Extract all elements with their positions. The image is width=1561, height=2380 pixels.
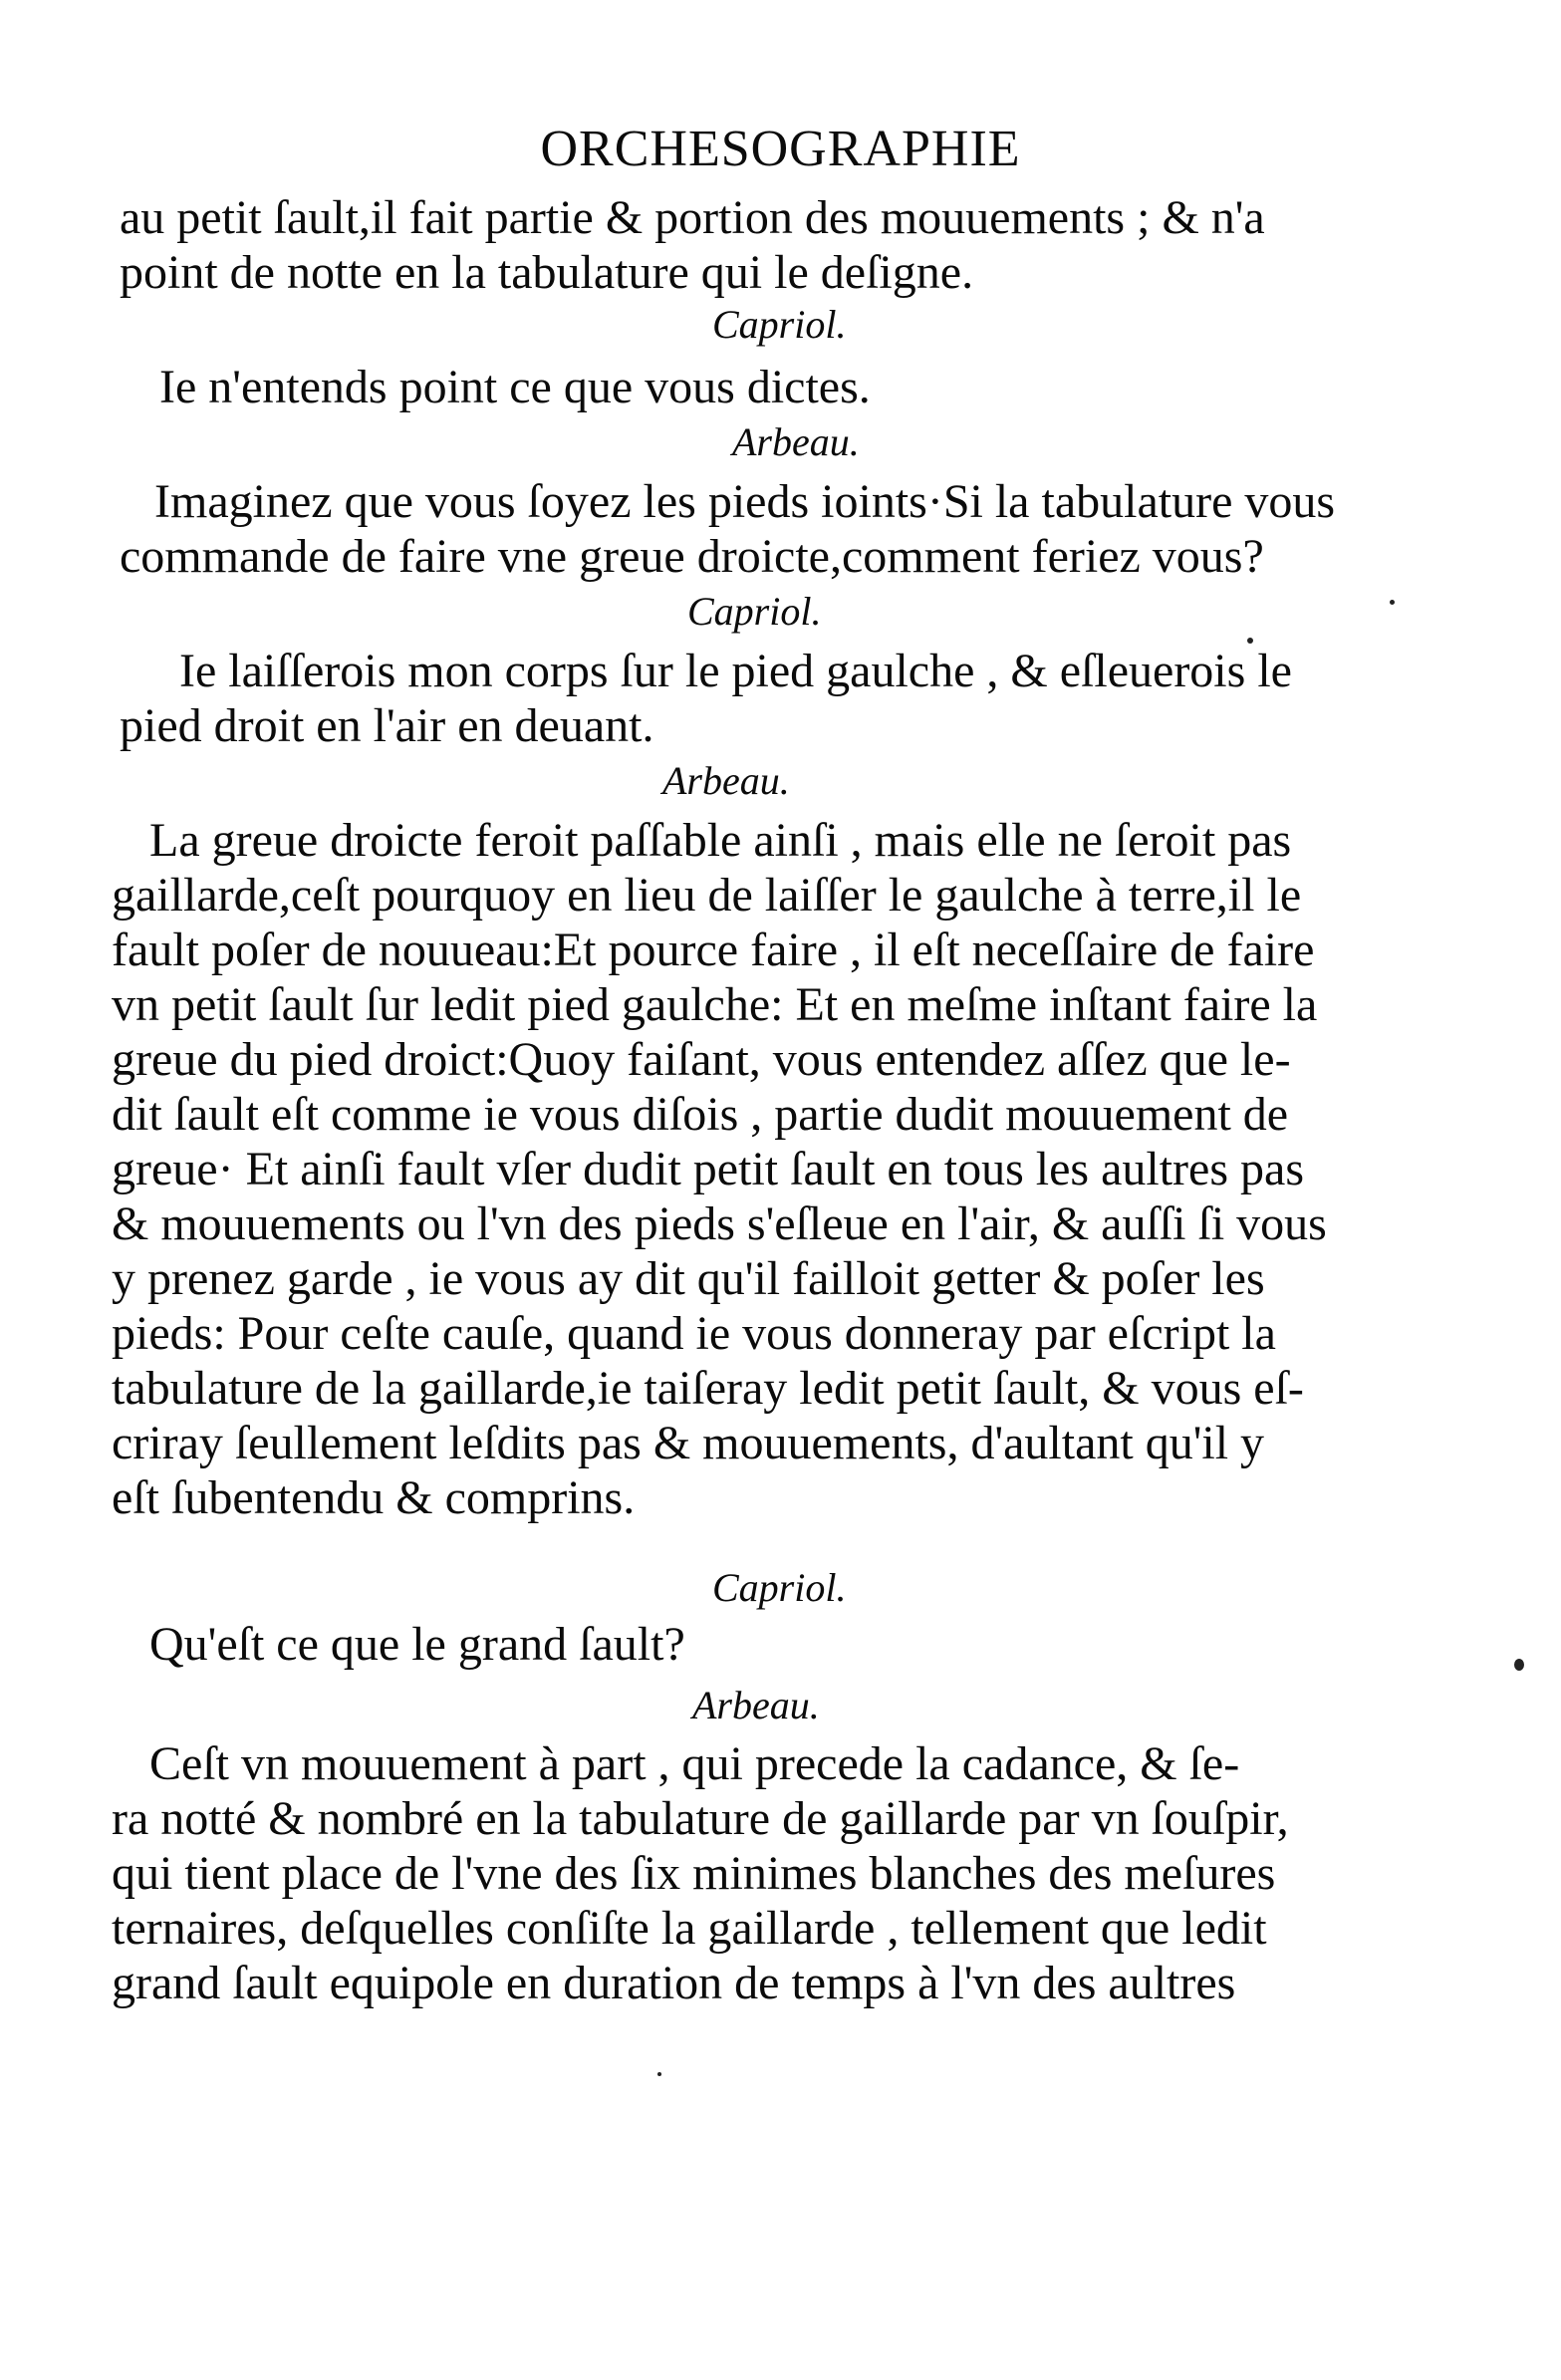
text-line: greue du pied droict:Quoy faiſant, vous entendez aſſez que le- [112, 1033, 1291, 1086]
speaker-label: Capriol. [712, 1565, 847, 1610]
text-line: ra notté & nombré en la tabulature de gaillarde par vn ſouſpir, [112, 1792, 1289, 1845]
text-line: y prenez garde , ie vous ay dit qu'il failloit getter & poſer les [112, 1252, 1265, 1305]
speaker-label: Arbeau. [662, 758, 790, 803]
text-line: qui tient place de l'vne des ſix minimes blanches des meſures [112, 1847, 1276, 1900]
text-line: criray ſeullement leſdits pas & mouuements, d'aultant qu'il y [112, 1417, 1265, 1469]
running-head: ORCHESOGRAPHIE [540, 121, 1021, 177]
text-line: Imaginez que vous ſoyez les pieds ioints·Si la tabulature vous [154, 475, 1336, 528]
speaker-label: Arbeau. [732, 419, 860, 464]
text-line: & mouuements ou l'vn des pieds s'eſleue en l'air, & auſſi ſi vous [112, 1197, 1327, 1250]
speaker-label: Capriol. [687, 589, 822, 634]
ink-speck [1390, 600, 1395, 605]
text-line: point de notte en la tabulature qui le deſigne. [120, 246, 974, 299]
text-line: Ie laiſſerois mon corps ſur le pied gaulche , & eſleuerois le [179, 645, 1292, 697]
text-line: au petit ſault,il fait partie & portion des mouuements ; & n'a [120, 191, 1265, 244]
text-line: commande de faire vne greue droicte,comment feriez vous? [120, 530, 1264, 583]
text-line: pied droit en l'air en deuant. [120, 699, 654, 752]
ink-speck [1514, 1659, 1524, 1671]
text-line: dit ſault eſt comme ie vous diſois , partie dudit mouuement de [112, 1088, 1289, 1141]
text-line: Ie n'entends point ce que vous dictes. [159, 361, 871, 413]
text-line: Ceſt vn mouuement à part , qui precede la cadance, & ſe- [149, 1737, 1240, 1790]
text-line: greue· Et ainſi fault vſer dudit petit ſault en tous les aultres pas [112, 1143, 1304, 1195]
text-line: fault poſer de nouueau:Et pource faire , il eſt neceſſaire de faire [112, 924, 1315, 976]
text-line: Qu'eſt ce que le grand ſault? [149, 1618, 685, 1671]
speaker-label: Capriol. [712, 302, 847, 347]
text-line: vn petit ſault ſur ledit pied gaulche: Et en meſme inſtant faire la [112, 978, 1318, 1031]
text-line: eſt ſubentendu & comprins. [112, 1471, 636, 1524]
text-line: ternaires, deſquelles conſiſte la gaillarde , tellement que ledit [112, 1902, 1267, 1955]
text-line: grand ſault equipole en duration de temps à l'vn des aultres [112, 1957, 1236, 2009]
ink-speck [657, 2072, 661, 2076]
text-line: pieds: Pour ceſte cauſe, quand ie vous donneray par eſcript la [112, 1307, 1276, 1360]
speaker-label: Arbeau. [692, 1683, 820, 1727]
text-line: La greue droicte feroit paſſable ainſi , mais elle ne ſeroit pas [149, 814, 1292, 867]
text-line: tabulature de la gaillarde,ie taiſeray ledit petit ſault, & vous eſ- [112, 1362, 1304, 1415]
text-line: gaillarde,ceſt pourquoy en lieu de laiſſer le gaulche à terre,il le [112, 869, 1302, 922]
ink-speck [1247, 638, 1253, 644]
